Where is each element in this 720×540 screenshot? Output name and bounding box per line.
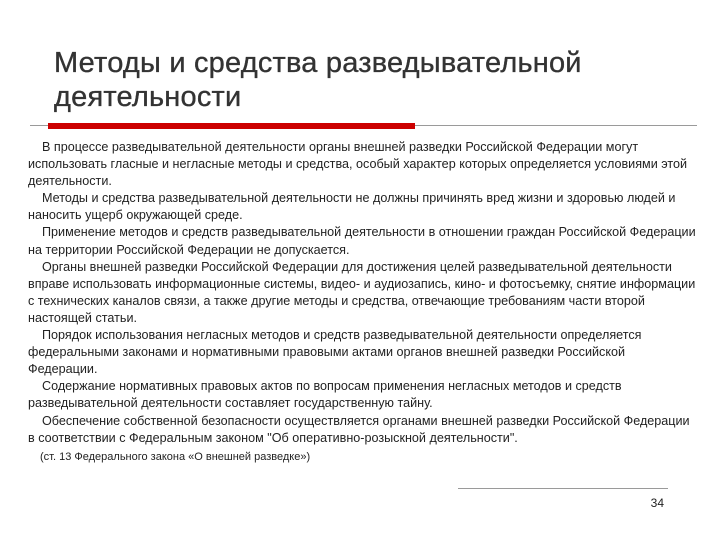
body-paragraph: Органы внешней разведки Российской Федерации для достижения целей разведывательной деятельности вправе использовать информационные системы, видео- и аудиозапись, кино- и фотосъемку, снятие информации с технических каналов связи, а также другие методы и средства, отвечающие требованиям части второй настоящей статьи. [28, 259, 696, 325]
slide-body [28, 139, 696, 464]
title-accent-bar [48, 123, 415, 129]
body-paragraph: Применение методов и средств разведывательной деятельности в отношении граждан Российской Федерации на территории Российской Федерации не допускается. [28, 225, 696, 257]
slide-title-line-2: деятельности [54, 81, 242, 113]
footer-divider-line [458, 488, 668, 489]
body-paragraph: В процессе разведывательной деятельности органы внешней разведки Российской Федерации могут использовать гласные и негласные методы и средства, особый характер которых определяется условиями этой деятельности. [28, 140, 688, 189]
body-paragraph: Обеспечение собственной безопасности осуществляется органами внешней разведки Российской Федерации в соответствии с Федеральным законом "Об оперативно-розыскной деятельности". [28, 413, 690, 445]
body-paragraph: Содержание нормативных правовых актов по вопросам применения негласных методов и средств разведывательной деятельности составляет государственную тайну. [28, 379, 622, 411]
source-citation: (ст. 13 Федерального закона «О внешней разведке») [40, 450, 311, 463]
slide-title-line-1: Методы и средства разведывательной [54, 47, 582, 79]
page-number: 34 [650, 496, 664, 510]
body-paragraph: Порядок использования негласных методов и средств разведывательной деятельности определяется федеральными законами и нормативными правовыми актами органов внешней разведки Российской Федерации. [28, 328, 642, 377]
slide-title [54, 46, 694, 114]
body-paragraph: Методы и средства разведывательной деятельности не должны причинять вред жизни и здоровью людей и наносить ущерб окружающей среде. [28, 191, 676, 223]
